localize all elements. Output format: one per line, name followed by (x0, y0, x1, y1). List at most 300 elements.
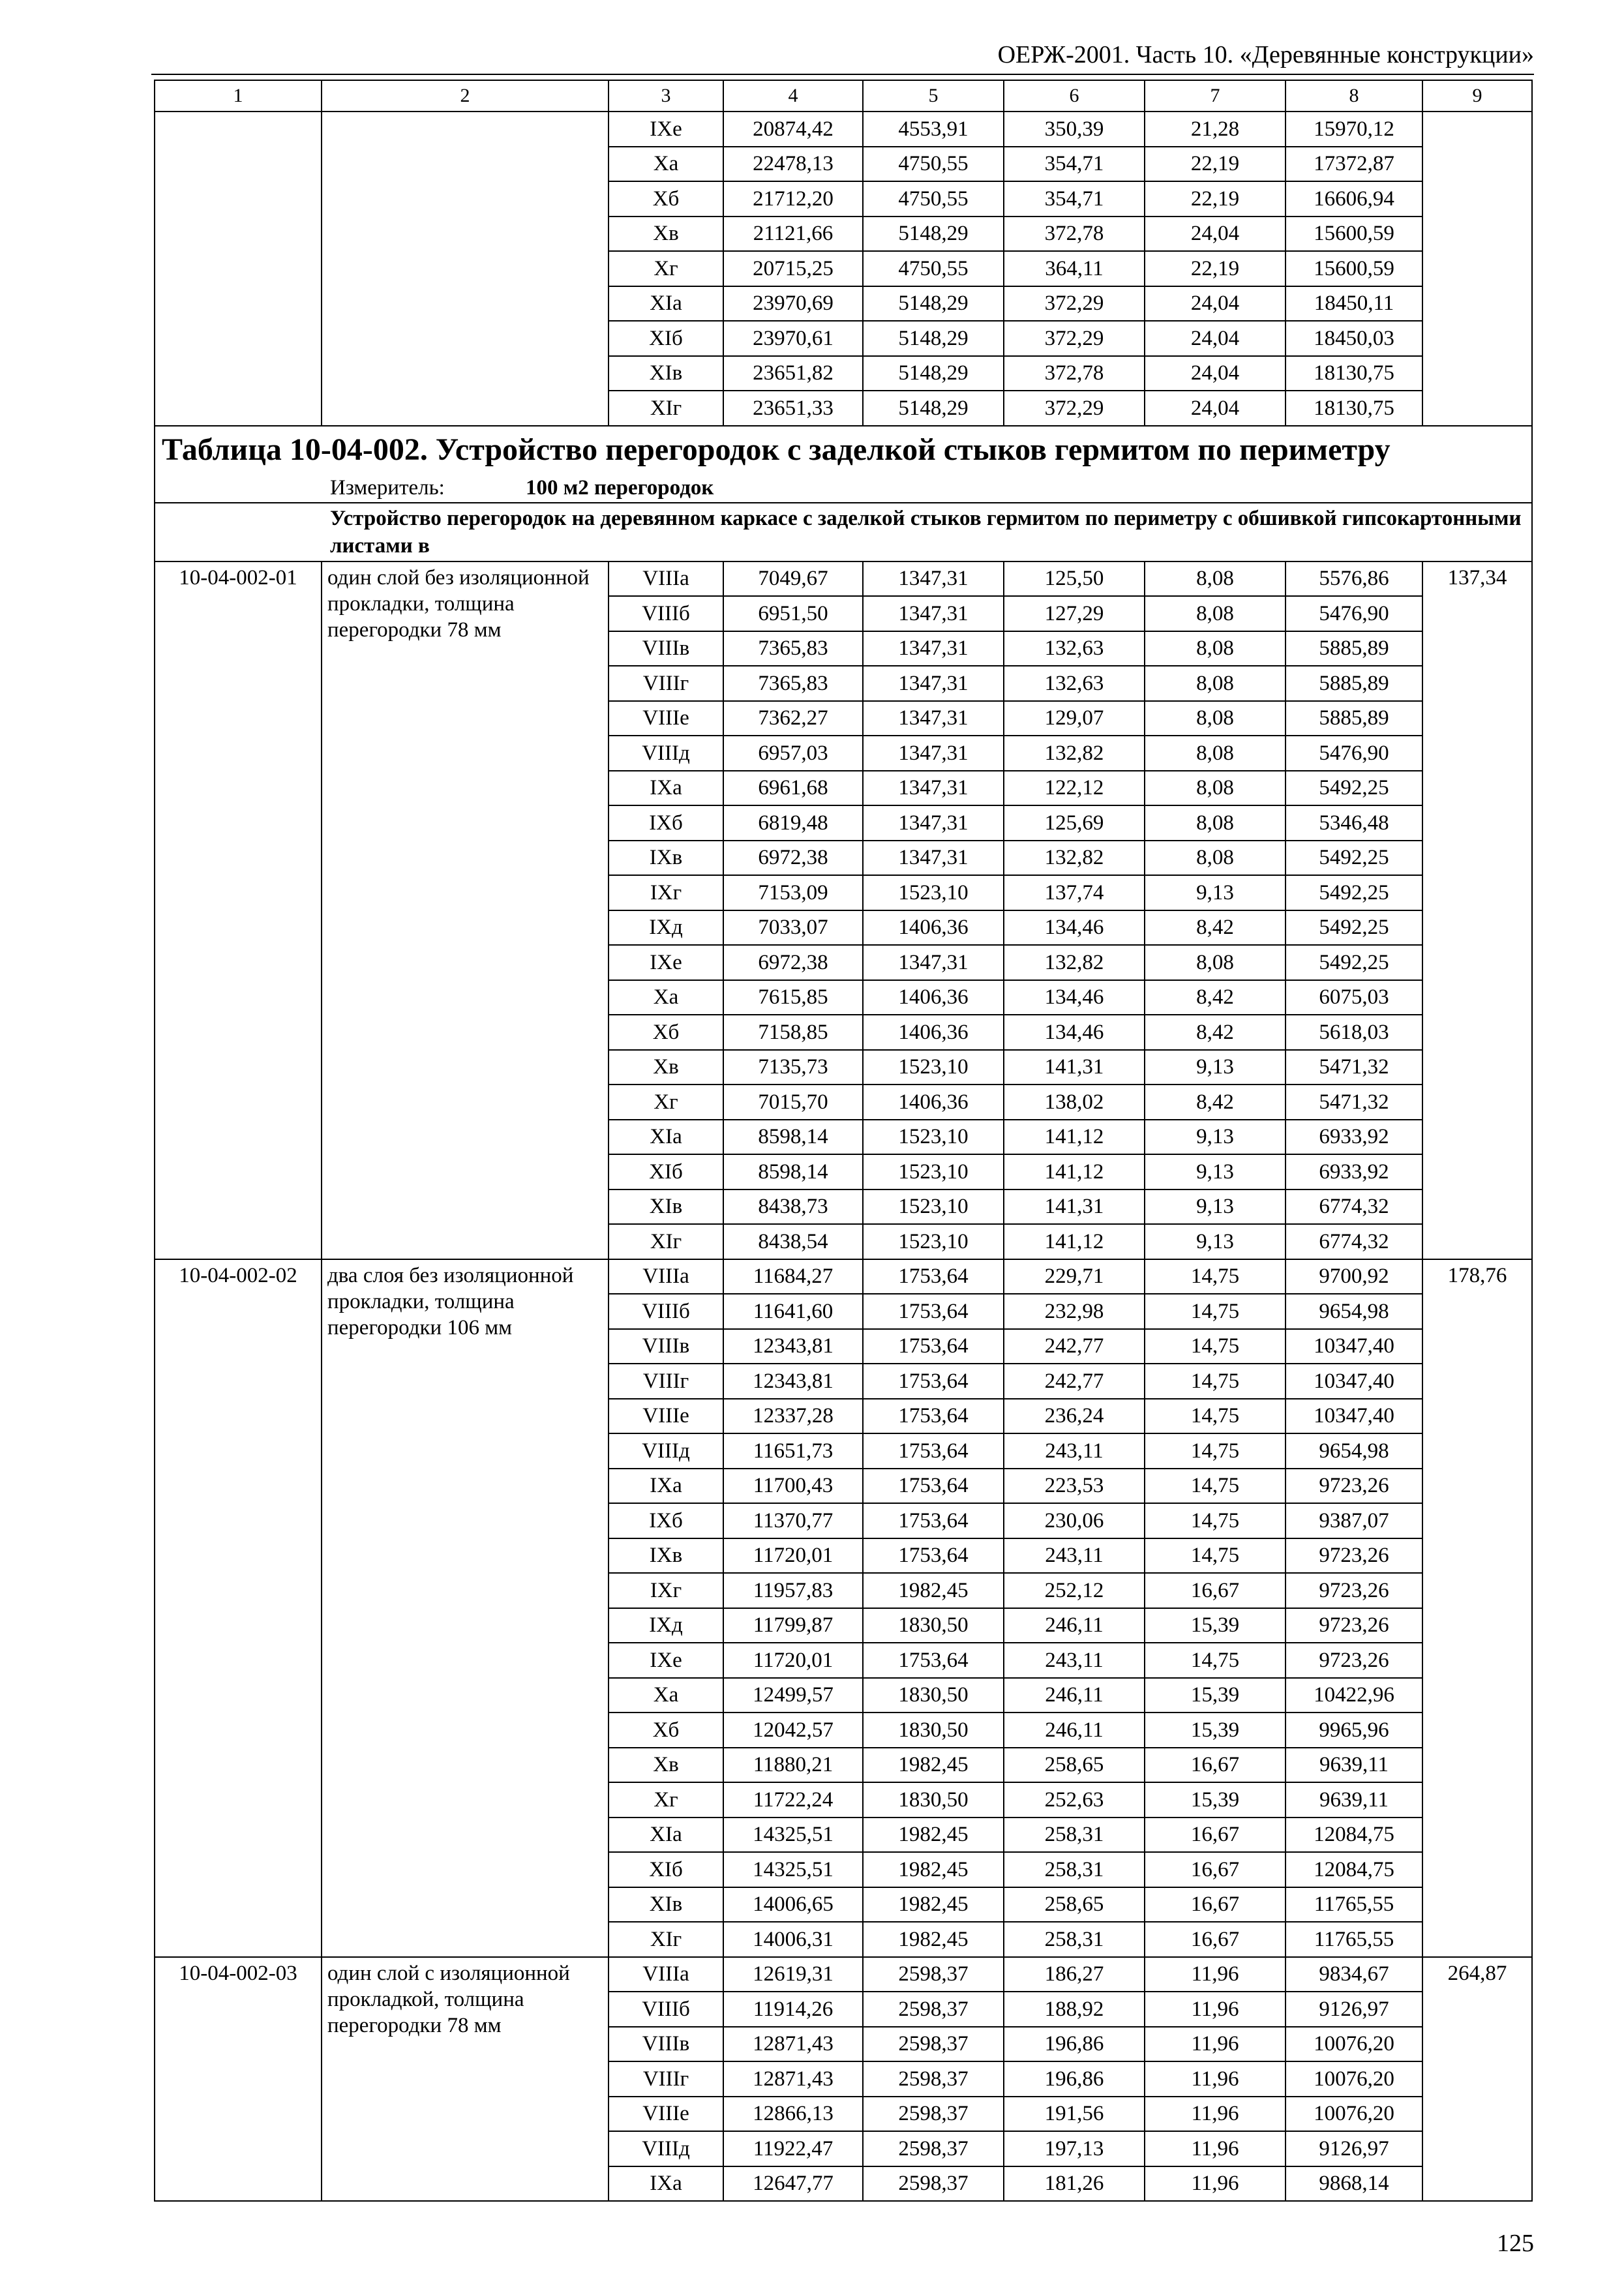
region-code: VIIIд (609, 1433, 723, 1469)
cost-wages: 2598,37 (863, 1957, 1004, 1992)
cost-machinist-wages: 8,42 (1145, 1015, 1286, 1050)
cost-materials: 6075,03 (1286, 980, 1422, 1015)
cost-total: 6972,38 (723, 841, 863, 876)
cost-materials: 15600,59 (1286, 251, 1422, 286)
cost-total: 14325,51 (723, 1852, 863, 1887)
cost-total: 14006,65 (723, 1887, 863, 1922)
region-code: IXг (609, 875, 723, 910)
cost-machinist-wages: 11,96 (1145, 1957, 1286, 1992)
cost-machines: 223,53 (1004, 1469, 1145, 1504)
cost-total: 21712,20 (723, 181, 863, 217)
cost-machines: 230,06 (1004, 1503, 1145, 1538)
cost-machines: 196,86 (1004, 2027, 1145, 2062)
cost-materials: 9723,26 (1286, 1643, 1422, 1678)
region-code: XIб (609, 321, 723, 356)
cost-machinist-wages: 24,04 (1145, 217, 1286, 252)
cost-machines: 229,71 (1004, 1259, 1145, 1294)
carryover-code-cell (155, 112, 322, 426)
cost-total: 12619,31 (723, 1957, 863, 1992)
cost-machinist-wages: 14,75 (1145, 1364, 1286, 1399)
region-code: IXa (609, 771, 723, 806)
cost-machines: 246,11 (1004, 1713, 1145, 1748)
cost-machinist-wages: 11,96 (1145, 2131, 1286, 2166)
cost-total: 11720,01 (723, 1643, 863, 1678)
region-code: Xг (609, 1085, 723, 1120)
cost-machinist-wages: 16,67 (1145, 1818, 1286, 1853)
cost-machines: 132,63 (1004, 631, 1145, 666)
cost-machinist-wages: 16,67 (1145, 1887, 1286, 1922)
region-code: IXв (609, 841, 723, 876)
cost-wages: 1830,50 (863, 1782, 1004, 1818)
cost-total: 7135,73 (723, 1050, 863, 1085)
carryover-col9-cell (1422, 112, 1532, 426)
cost-wages: 1523,10 (863, 875, 1004, 910)
cost-machines: 243,11 (1004, 1433, 1145, 1469)
item-description: два слоя без изоляционной прокладки, толщина перегородки 106 мм (322, 1259, 609, 1957)
column-number: 7 (1145, 80, 1286, 112)
region-code: VIIIб (609, 1992, 723, 2027)
cost-wages: 1753,64 (863, 1399, 1004, 1434)
cost-materials: 9723,26 (1286, 1469, 1422, 1504)
cost-materials: 10076,20 (1286, 2027, 1422, 2062)
cost-materials: 15970,12 (1286, 112, 1422, 147)
cost-machines: 372,78 (1004, 217, 1145, 252)
cost-wages: 5148,29 (863, 321, 1004, 356)
cost-machinist-wages: 14,75 (1145, 1469, 1286, 1504)
cost-machinist-wages: 11,96 (1145, 2166, 1286, 2202)
cost-machines: 252,63 (1004, 1782, 1145, 1818)
cost-wages: 1830,50 (863, 1608, 1004, 1643)
region-code: Xa (609, 980, 723, 1015)
cost-machinist-wages: 16,67 (1145, 1852, 1286, 1887)
region-code: IXб (609, 805, 723, 841)
region-code: VIIIг (609, 1364, 723, 1399)
cost-machines: 127,29 (1004, 596, 1145, 631)
cost-machinist-wages: 8,42 (1145, 980, 1286, 1015)
cost-total: 12871,43 (723, 2027, 863, 2062)
cost-machines: 258,31 (1004, 1922, 1145, 1957)
section-row (155, 503, 1532, 561)
cost-machines: 354,71 (1004, 147, 1145, 182)
cost-machinist-wages: 8,08 (1145, 596, 1286, 631)
cost-machines: 132,63 (1004, 666, 1145, 701)
cost-machines: 197,13 (1004, 2131, 1145, 2166)
table-row (155, 1957, 1532, 1992)
cost-machines: 372,29 (1004, 321, 1145, 356)
cost-machines: 246,11 (1004, 1608, 1145, 1643)
cost-wages: 1347,31 (863, 736, 1004, 771)
cost-machines: 242,77 (1004, 1329, 1145, 1364)
cost-wages: 1347,31 (863, 701, 1004, 736)
cost-total: 11799,87 (723, 1608, 863, 1643)
cost-materials: 5492,25 (1286, 945, 1422, 980)
cost-total: 23970,69 (723, 286, 863, 322)
cost-machines: 350,39 (1004, 112, 1145, 147)
region-code: Xг (609, 251, 723, 286)
region-code: XIв (609, 1189, 723, 1225)
cost-total: 23651,33 (723, 391, 863, 426)
cost-wages: 1347,31 (863, 945, 1004, 980)
cost-materials: 11765,55 (1286, 1922, 1422, 1957)
cost-wages: 1753,64 (863, 1469, 1004, 1504)
cost-machines: 141,31 (1004, 1050, 1145, 1085)
region-code: XIв (609, 356, 723, 391)
item-col9-value: 137,34 (1422, 561, 1532, 1259)
cost-wages: 1347,31 (863, 561, 1004, 597)
cost-materials: 12084,75 (1286, 1852, 1422, 1887)
cost-total: 8598,14 (723, 1120, 863, 1155)
cost-wages: 1753,64 (863, 1259, 1004, 1294)
cost-machinist-wages: 9,13 (1145, 1120, 1286, 1155)
cost-materials: 9965,96 (1286, 1713, 1422, 1748)
cost-materials: 9700,92 (1286, 1259, 1422, 1294)
table-row (155, 1259, 1532, 1294)
cost-wages: 1830,50 (863, 1713, 1004, 1748)
region-code: XIг (609, 1922, 723, 1957)
cost-machines: 188,92 (1004, 1992, 1145, 2027)
page-number: 125 (1497, 2230, 1534, 2257)
cost-materials: 18450,11 (1286, 286, 1422, 322)
cost-total: 20715,25 (723, 251, 863, 286)
cost-materials: 5346,48 (1286, 805, 1422, 841)
cost-materials: 5492,25 (1286, 910, 1422, 946)
cost-machinist-wages: 24,04 (1145, 321, 1286, 356)
cost-materials: 16606,94 (1286, 181, 1422, 217)
region-code: XIб (609, 1154, 723, 1189)
column-number: 2 (322, 80, 609, 112)
cost-wages: 1406,36 (863, 980, 1004, 1015)
cost-materials: 10347,40 (1286, 1364, 1422, 1399)
region-code: VIIIa (609, 1957, 723, 1992)
cost-wages: 1523,10 (863, 1154, 1004, 1189)
cost-machinist-wages: 15,39 (1145, 1713, 1286, 1748)
column-number: 8 (1286, 80, 1422, 112)
region-code: VIIIe (609, 701, 723, 736)
cost-total: 11957,83 (723, 1573, 863, 1608)
cost-total: 11684,27 (723, 1259, 863, 1294)
region-code: Xв (609, 1748, 723, 1783)
cost-machinist-wages: 8,08 (1145, 701, 1286, 736)
cost-total: 11722,24 (723, 1782, 863, 1818)
item-code: 10-04-002-03 (155, 1957, 322, 2202)
cost-materials: 5492,25 (1286, 771, 1422, 806)
region-code: Xг (609, 1782, 723, 1818)
cost-wages: 5148,29 (863, 286, 1004, 322)
cost-materials: 5885,89 (1286, 666, 1422, 701)
cost-total: 11720,01 (723, 1538, 863, 1574)
cost-machinist-wages: 11,96 (1145, 2061, 1286, 2097)
cost-materials: 9868,14 (1286, 2166, 1422, 2202)
unit-row (155, 473, 1532, 503)
cost-machinist-wages: 8,08 (1145, 841, 1286, 876)
cost-materials: 6933,92 (1286, 1154, 1422, 1189)
region-code: XIб (609, 1852, 723, 1887)
cost-machines: 141,31 (1004, 1189, 1145, 1225)
region-code: VIIIд (609, 736, 723, 771)
cost-materials: 9126,97 (1286, 1992, 1422, 2027)
cost-materials: 9639,11 (1286, 1782, 1422, 1818)
cost-machinist-wages: 9,13 (1145, 875, 1286, 910)
item-code: 10-04-002-01 (155, 561, 322, 1259)
region-code: VIIIд (609, 2131, 723, 2166)
cost-machinist-wages: 24,04 (1145, 356, 1286, 391)
cost-materials: 11765,55 (1286, 1887, 1422, 1922)
cost-wages: 1830,50 (863, 1678, 1004, 1713)
cost-total: 21121,66 (723, 217, 863, 252)
cost-machinist-wages: 22,19 (1145, 251, 1286, 286)
cost-wages: 4750,55 (863, 251, 1004, 286)
cost-wages: 1406,36 (863, 910, 1004, 946)
cost-machinist-wages: 8,42 (1145, 910, 1286, 946)
cost-wages: 2598,37 (863, 2097, 1004, 2132)
cost-machinist-wages: 8,08 (1145, 561, 1286, 597)
cost-machinist-wages: 9,13 (1145, 1189, 1286, 1225)
region-code: Xв (609, 217, 723, 252)
cost-machines: 191,56 (1004, 2097, 1145, 2132)
cost-wages: 4553,91 (863, 112, 1004, 147)
cost-machinist-wages: 16,67 (1145, 1573, 1286, 1608)
cost-machinist-wages: 8,08 (1145, 631, 1286, 666)
region-code: Xa (609, 1678, 723, 1713)
cost-total: 12499,57 (723, 1678, 863, 1713)
table-title-row (155, 426, 1532, 473)
cost-machinist-wages: 24,04 (1145, 391, 1286, 426)
cost-total: 7158,85 (723, 1015, 863, 1050)
region-code: VIIIг (609, 666, 723, 701)
unit-value: 100 м2 перегородок (526, 475, 714, 500)
cost-total: 23970,61 (723, 321, 863, 356)
cost-machines: 134,46 (1004, 910, 1145, 946)
cost-machines: 132,82 (1004, 945, 1145, 980)
cost-total: 12042,57 (723, 1713, 863, 1748)
cost-materials: 5476,90 (1286, 736, 1422, 771)
region-code: IXг (609, 1573, 723, 1608)
cost-machinist-wages: 22,19 (1145, 181, 1286, 217)
cost-machinist-wages: 14,75 (1145, 1259, 1286, 1294)
cost-machinist-wages: 11,96 (1145, 1992, 1286, 2027)
cost-materials: 9834,67 (1286, 1957, 1422, 1992)
cost-wages: 1523,10 (863, 1189, 1004, 1225)
cost-total: 12871,43 (723, 2061, 863, 2097)
cost-total: 7615,85 (723, 980, 863, 1015)
table-row (155, 561, 1532, 597)
cost-wages: 2598,37 (863, 2131, 1004, 2166)
cost-materials: 17372,87 (1286, 147, 1422, 182)
region-code: XIг (609, 1224, 723, 1259)
cost-total: 7049,67 (723, 561, 863, 597)
column-number: 3 (609, 80, 723, 112)
cost-total: 11914,26 (723, 1992, 863, 2027)
cost-materials: 5885,89 (1286, 701, 1422, 736)
cost-machinist-wages: 22,19 (1145, 147, 1286, 182)
cost-total: 11880,21 (723, 1748, 863, 1783)
cost-total: 11922,47 (723, 2131, 863, 2166)
cost-total: 11370,77 (723, 1503, 863, 1538)
cost-total: 7033,07 (723, 910, 863, 946)
region-code: VIIIe (609, 2097, 723, 2132)
cost-total: 14006,31 (723, 1922, 863, 1957)
region-code: XIa (609, 1120, 723, 1155)
cost-wages: 1406,36 (863, 1015, 1004, 1050)
column-number-row (155, 80, 1532, 112)
cost-wages: 1523,10 (863, 1050, 1004, 1085)
cost-machines: 181,26 (1004, 2166, 1145, 2202)
cost-wages: 1753,64 (863, 1433, 1004, 1469)
cost-total: 7365,83 (723, 666, 863, 701)
cost-total: 11700,43 (723, 1469, 863, 1504)
cost-machines: 129,07 (1004, 701, 1145, 736)
cost-total: 22478,13 (723, 147, 863, 182)
cost-total: 6972,38 (723, 945, 863, 980)
cost-machines: 137,74 (1004, 875, 1145, 910)
cost-materials: 10076,20 (1286, 2097, 1422, 2132)
cost-wages: 1347,31 (863, 805, 1004, 841)
cost-machines: 141,12 (1004, 1224, 1145, 1259)
region-code: XIa (609, 1818, 723, 1853)
cost-machines: 243,11 (1004, 1643, 1145, 1678)
unit-cell (155, 473, 1532, 503)
cost-machines: 372,78 (1004, 356, 1145, 391)
cost-wages: 1406,36 (863, 1085, 1004, 1120)
cost-wages: 4750,55 (863, 147, 1004, 182)
cost-wages: 1347,31 (863, 841, 1004, 876)
section-title: Устройство перегородок на деревянном каркасе с заделкой стыков гермитом по периметру с обшивкой гипсокартонными листами в (330, 506, 1522, 558)
region-code: IXa (609, 1469, 723, 1504)
cost-machinist-wages: 11,96 (1145, 2027, 1286, 2062)
cost-machinist-wages: 15,39 (1145, 1678, 1286, 1713)
cost-total: 7365,83 (723, 631, 863, 666)
cost-materials: 9723,26 (1286, 1573, 1422, 1608)
cost-machines: 141,12 (1004, 1154, 1145, 1189)
cost-wages: 1347,31 (863, 631, 1004, 666)
cost-machines: 354,71 (1004, 181, 1145, 217)
cost-total: 20874,42 (723, 112, 863, 147)
region-code: IXб (609, 1503, 723, 1538)
cost-wages: 1753,64 (863, 1643, 1004, 1678)
cost-machinist-wages: 15,39 (1145, 1608, 1286, 1643)
cost-total: 12343,81 (723, 1329, 863, 1364)
cost-machinist-wages: 11,96 (1145, 2097, 1286, 2132)
cost-machinist-wages: 14,75 (1145, 1329, 1286, 1364)
cost-materials: 9654,98 (1286, 1433, 1422, 1469)
cost-machines: 258,31 (1004, 1818, 1145, 1853)
cost-wages: 1347,31 (863, 771, 1004, 806)
cost-wages: 2598,37 (863, 1992, 1004, 2027)
cost-wages: 4750,55 (863, 181, 1004, 217)
cost-wages: 2598,37 (863, 2027, 1004, 2062)
cost-wages: 2598,37 (863, 2166, 1004, 2202)
cost-machinist-wages: 14,75 (1145, 1399, 1286, 1434)
cost-machines: 125,69 (1004, 805, 1145, 841)
cost-total: 7362,27 (723, 701, 863, 736)
cost-materials: 18130,75 (1286, 391, 1422, 426)
cost-machines: 242,77 (1004, 1364, 1145, 1399)
cost-machinist-wages: 8,08 (1145, 736, 1286, 771)
cost-machinist-wages: 8,08 (1145, 805, 1286, 841)
cost-materials: 9126,97 (1286, 2131, 1422, 2166)
cost-machines: 134,46 (1004, 1015, 1145, 1050)
item-code: 10-04-002-02 (155, 1259, 322, 1957)
region-code: IXe (609, 945, 723, 980)
cost-materials: 9723,26 (1286, 1538, 1422, 1574)
cost-total: 8598,14 (723, 1154, 863, 1189)
cost-materials: 10422,96 (1286, 1678, 1422, 1713)
cost-materials: 10347,40 (1286, 1329, 1422, 1364)
region-code: Xб (609, 1015, 723, 1050)
region-code: Xб (609, 181, 723, 217)
region-code: IXд (609, 1608, 723, 1643)
cost-wages: 1982,45 (863, 1818, 1004, 1853)
cost-machinist-wages: 8,08 (1145, 945, 1286, 980)
region-code: Xб (609, 1713, 723, 1748)
cost-wages: 2598,37 (863, 2061, 1004, 2097)
cost-wages: 1753,64 (863, 1538, 1004, 1574)
cost-total: 14325,51 (723, 1818, 863, 1853)
cost-total: 7153,09 (723, 875, 863, 910)
cost-machinist-wages: 8,42 (1145, 1085, 1286, 1120)
cost-materials: 5471,32 (1286, 1050, 1422, 1085)
region-code: Xв (609, 1050, 723, 1085)
item-description: один слой без изоляционной прокладки, толщина перегородки 78 мм (322, 561, 609, 1259)
cost-total: 6951,50 (723, 596, 863, 631)
cost-materials: 10076,20 (1286, 2061, 1422, 2097)
region-code: VIIIa (609, 561, 723, 597)
item-col9-value: 264,87 (1422, 1957, 1532, 2202)
cost-machines: 258,31 (1004, 1852, 1145, 1887)
region-code: VIIIa (609, 1259, 723, 1294)
cost-materials: 12084,75 (1286, 1818, 1422, 1853)
cost-wages: 1982,45 (863, 1922, 1004, 1957)
cost-machines: 364,11 (1004, 251, 1145, 286)
cost-materials: 9639,11 (1286, 1748, 1422, 1783)
cost-machines: 243,11 (1004, 1538, 1145, 1574)
region-code: VIIIв (609, 1329, 723, 1364)
item-description: один слой с изоляционной прокладкой, толщина перегородки 78 мм (322, 1957, 609, 2202)
cost-machinist-wages: 16,67 (1145, 1922, 1286, 1957)
cost-machinist-wages: 14,75 (1145, 1294, 1286, 1329)
cost-materials: 5618,03 (1286, 1015, 1422, 1050)
column-number: 5 (863, 80, 1004, 112)
cost-materials: 9723,26 (1286, 1608, 1422, 1643)
cost-machines: 372,29 (1004, 286, 1145, 322)
cost-wages: 1753,64 (863, 1364, 1004, 1399)
cost-materials: 6774,32 (1286, 1189, 1422, 1225)
cost-wages: 5148,29 (863, 356, 1004, 391)
cost-total: 8438,73 (723, 1189, 863, 1225)
cost-machinist-wages: 16,67 (1145, 1748, 1286, 1783)
estimate-table (154, 80, 1533, 2202)
column-number: 4 (723, 80, 863, 112)
table-row (155, 112, 1532, 147)
cost-machines: 132,82 (1004, 841, 1145, 876)
column-number: 9 (1422, 80, 1532, 112)
cost-materials: 6774,32 (1286, 1224, 1422, 1259)
cost-materials: 5471,32 (1286, 1085, 1422, 1120)
region-code: VIIIв (609, 2027, 723, 2062)
region-code: Xa (609, 147, 723, 182)
cost-total: 11641,60 (723, 1294, 863, 1329)
region-code: IXд (609, 910, 723, 946)
region-code: IXe (609, 112, 723, 147)
cost-total: 6957,03 (723, 736, 863, 771)
cost-wages: 1982,45 (863, 1852, 1004, 1887)
region-code: VIIIб (609, 596, 723, 631)
cost-wages: 1982,45 (863, 1887, 1004, 1922)
cost-machines: 125,50 (1004, 561, 1145, 597)
cost-wages: 1753,64 (863, 1503, 1004, 1538)
cost-machinist-wages: 21,28 (1145, 112, 1286, 147)
region-code: IXa (609, 2166, 723, 2202)
